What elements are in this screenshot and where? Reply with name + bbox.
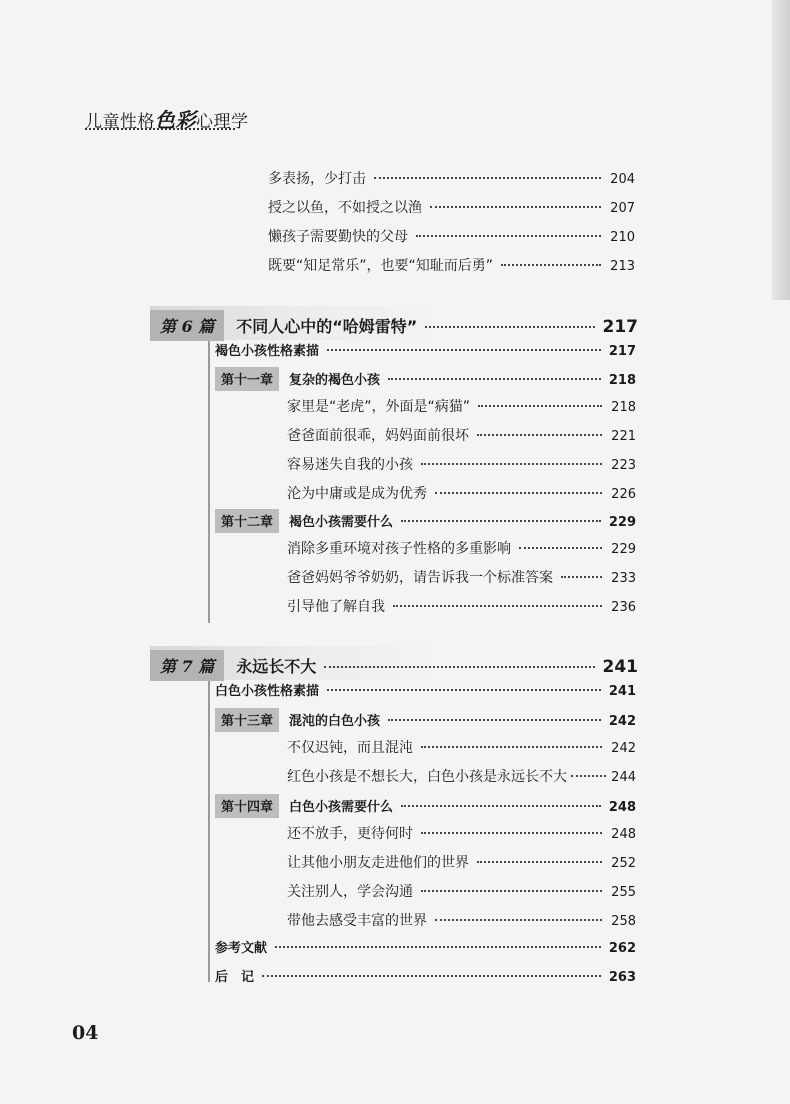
running-head-after: 心理学 [196, 112, 249, 132]
toc-entry-title: 不仅迟钝，而且混沌 [287, 740, 413, 756]
sketch-entry[interactable] [215, 340, 636, 364]
toc-entry[interactable] [287, 454, 636, 478]
dot-leader [421, 890, 602, 892]
toc-entry[interactable] [268, 226, 635, 250]
toc-entry-page: 218 [611, 400, 636, 415]
toc-entry-page: 213 [610, 259, 635, 274]
toc-entry-title: 让其他小朋友走进他们的世界 [287, 855, 469, 871]
toc-entry[interactable] [287, 910, 636, 934]
toc-entry[interactable] [287, 567, 636, 591]
dot-leader [324, 666, 594, 668]
toc-entry-page: 255 [611, 885, 636, 900]
sketch-title: 褐色小孩性格素描 [215, 344, 320, 359]
dot-leader [477, 434, 602, 436]
toc-entry[interactable] [287, 483, 636, 507]
part-title: 永远长不大 [236, 657, 317, 676]
dot-leader [430, 206, 601, 208]
toc-entry-page: 244 [611, 770, 636, 785]
toc-entry-title: 沦为中庸或是成为优秀 [287, 486, 427, 502]
toc-entry-title: 容易迷失自我的小孩 [287, 457, 413, 473]
toc-entry[interactable] [287, 766, 636, 790]
dot-leader [327, 349, 601, 351]
toc-entry[interactable] [287, 538, 636, 562]
chapter-title: 混沌的白色小孩 [289, 714, 381, 729]
toc-entry-page: 207 [610, 201, 635, 216]
toc-entry-title: 引导他了解自我 [287, 599, 385, 615]
chapter-heading[interactable] [215, 794, 636, 818]
toc-entry[interactable] [287, 596, 636, 620]
references-page: 262 [608, 941, 636, 956]
toc-entry-page: 242 [611, 741, 636, 756]
toc-entry[interactable] [268, 197, 635, 221]
afterword-title: 后 记 [215, 970, 255, 985]
toc-entry[interactable] [287, 396, 636, 420]
dot-leader [421, 832, 602, 834]
part-heading[interactable] [150, 310, 638, 338]
part-title: 不同人心中的“哈姆雷特” [236, 317, 418, 336]
running-head-rule [85, 128, 235, 130]
toc-entry-page: 223 [611, 458, 636, 473]
dot-leader [425, 326, 594, 328]
page-number: 04 [72, 1022, 99, 1044]
part-tag: 第 6 篇 [150, 310, 224, 341]
part-heading[interactable] [150, 650, 638, 678]
toc-entry-title: 还不放手，更待何时 [287, 826, 413, 842]
chapter-heading[interactable] [215, 367, 636, 391]
references-entry[interactable] [215, 937, 636, 961]
dot-leader [393, 605, 602, 607]
toc-entry-page: 221 [611, 429, 636, 444]
toc-entry-title: 爸爸面前很乖，妈妈面前很坏 [287, 428, 469, 444]
dot-leader [388, 719, 601, 721]
dot-leader [421, 746, 602, 748]
references-title: 参考文献 [215, 941, 268, 956]
dot-leader [421, 463, 602, 465]
dot-leader [388, 378, 601, 380]
dot-leader [262, 975, 601, 977]
toc-entry-page: 226 [611, 487, 636, 502]
dot-leader [401, 805, 601, 807]
chapter-heading[interactable] [215, 708, 636, 732]
chapter-title: 褐色小孩需要什么 [289, 515, 394, 530]
chapter-title: 复杂的褐色小孩 [289, 373, 381, 388]
dot-leader [435, 919, 602, 921]
chapter-tag: 第十一章 [215, 367, 279, 391]
toc-entry[interactable] [268, 255, 635, 279]
toc-entry[interactable] [287, 425, 636, 449]
chapter-page: 218 [608, 373, 636, 388]
part-page: 217 [602, 317, 638, 337]
toc-entry-title: 既要“知足常乐”，也要“知耻而后勇” [268, 258, 494, 274]
toc-entry-page: 236 [611, 600, 636, 615]
chapter-heading[interactable] [215, 509, 636, 533]
page-edge-shadow [772, 0, 790, 300]
toc-entry-title: 红色小孩是不想长大，白色小孩是永远长不大 [287, 769, 567, 785]
chapter-page: 229 [608, 515, 636, 530]
chapter-tag: 第十二章 [215, 509, 279, 533]
chapter-tag: 第十四章 [215, 794, 279, 818]
toc-entry-title: 爸爸妈妈爷爷奶奶，请告诉我一个标准答案 [287, 570, 553, 586]
chapter-page: 248 [608, 800, 636, 815]
part-vertical-rule [208, 680, 210, 982]
chapter-tag: 第十三章 [215, 708, 279, 732]
sketch-title: 白色小孩性格素描 [215, 684, 320, 699]
part-page: 241 [602, 657, 638, 677]
toc-entry-title: 多表扬，少打击 [268, 171, 366, 187]
dot-leader [416, 235, 601, 237]
toc-entry-page: 252 [611, 856, 636, 871]
toc-entry-title: 授之以鱼，不如授之以渔 [268, 200, 422, 216]
toc-entry-title: 懒孩子需要勤快的父母 [268, 229, 408, 245]
afterword-page: 263 [608, 970, 636, 985]
dot-leader [477, 861, 602, 863]
toc-entry[interactable] [287, 737, 636, 761]
dot-leader [478, 405, 602, 407]
dot-leader [401, 520, 601, 522]
dot-leader [374, 177, 601, 179]
toc-entry-title: 关注别人，学会沟通 [287, 884, 413, 900]
running-head-stylized: 色彩 [155, 108, 196, 132]
toc-entry-page: 204 [610, 172, 635, 187]
toc-entry-page: 210 [610, 230, 635, 245]
running-head-before: 儿童性格 [85, 112, 155, 132]
dot-leader [275, 946, 601, 948]
toc-entry-page: 248 [611, 827, 636, 842]
toc-entry[interactable] [268, 168, 635, 192]
toc-entry[interactable] [287, 881, 636, 905]
chapter-title: 白色小孩需要什么 [289, 800, 394, 815]
dot-leader [327, 689, 601, 691]
dot-leader [519, 547, 602, 549]
dot-leader [501, 264, 601, 266]
dot-leader [435, 492, 602, 494]
chapter-page: 242 [608, 714, 636, 729]
toc-entry-title: 消除多重环境对孩子性格的多重影响 [287, 541, 511, 557]
toc-entry[interactable] [287, 852, 636, 876]
sketch-page: 241 [608, 684, 636, 699]
toc-entry-page: 229 [611, 542, 636, 557]
part-tag: 第 7 篇 [150, 650, 224, 681]
toc-entry[interactable] [287, 823, 636, 847]
dot-leader [561, 576, 602, 578]
dot-leader [571, 775, 606, 777]
afterword-entry[interactable] [215, 966, 636, 990]
part-vertical-rule [208, 340, 210, 623]
toc-entry-page: 233 [611, 571, 636, 586]
sketch-entry[interactable] [215, 680, 636, 704]
sketch-page: 217 [608, 344, 636, 359]
toc-entry-title: 带他去感受丰富的世界 [287, 913, 427, 929]
toc-entry-title: 家里是“老虎”，外面是“病猫” [287, 399, 471, 415]
toc-entry-page: 258 [611, 914, 636, 929]
